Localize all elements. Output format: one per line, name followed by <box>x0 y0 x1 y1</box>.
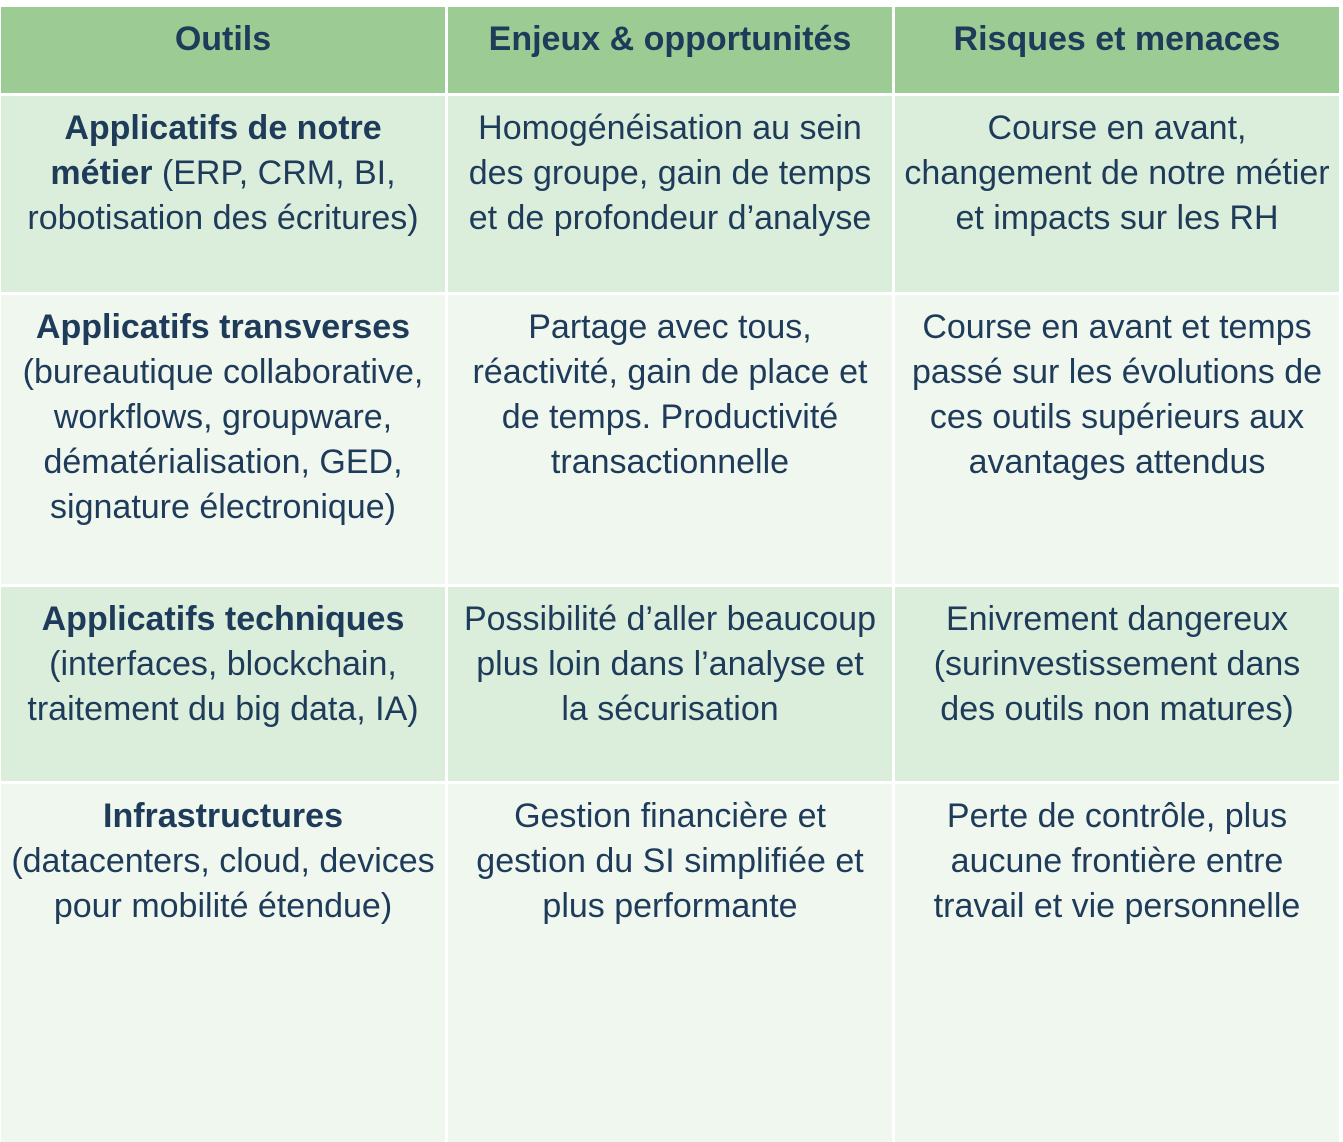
row-4-tool-title: Infrastructures <box>103 797 343 835</box>
row-3-tool-title: Applicatifs techniques <box>41 600 405 638</box>
row-2-enjeux: Partage avec tous, réactivité, gain de place et de temps. Productivité transactionnelle <box>448 295 892 584</box>
row-1-enjeux: Homogénéisation au sein des groupe, gain de temps et de profondeur d’analyse <box>448 96 892 292</box>
row-4-enjeux: Gestion financière et gestion du SI simplifiée et plus performante <box>448 784 892 1142</box>
row-4-tool <box>1 784 445 1142</box>
row-3-enjeux: Possibilité d’aller beaucoup plus loin dans l’analyse et la sécurisation <box>448 587 892 781</box>
row-1-tool-title: Applicatifs de notre métier <box>50 109 382 192</box>
row-3-tool-details: (interfaces, blockchain, traitement du big data, IA) <box>27 645 419 728</box>
row-4-risques: Perte de contrôle, plus aucune frontière entre travail et vie personnelle <box>895 784 1339 1142</box>
header-enjeux: Enjeux & opportunités <box>448 7 892 93</box>
row-1-risques: Course en avant, changement de notre métier et impacts sur les RH <box>895 96 1339 292</box>
comparison-table <box>1 7 1339 1142</box>
row-2-tool <box>1 295 445 584</box>
row-3-tool <box>1 587 445 781</box>
row-2-tool-title: Applicatifs transverses <box>35 308 411 346</box>
row-1-tool <box>1 96 445 292</box>
row-2-risques: Course en avant et temps passé sur les évolutions de ces outils supérieurs aux avantages attendus <box>895 295 1339 584</box>
header-outils: Outils <box>1 7 445 93</box>
row-2-tool-details: (bureautique collaborative, workflows, groupware, dématérialisation, GED, signature électronique) <box>22 353 424 526</box>
row-1-tool-details: (ERP, CRM, BI, robotisation des écritures) <box>27 154 419 237</box>
row-3-risques: Enivrement dangereux (surinvestissement dans des outils non matures) <box>895 587 1339 781</box>
header-risques: Risques et menaces <box>895 7 1339 93</box>
row-4-tool-details: (datacenters, cloud, devices pour mobilité étendue) <box>11 842 435 925</box>
